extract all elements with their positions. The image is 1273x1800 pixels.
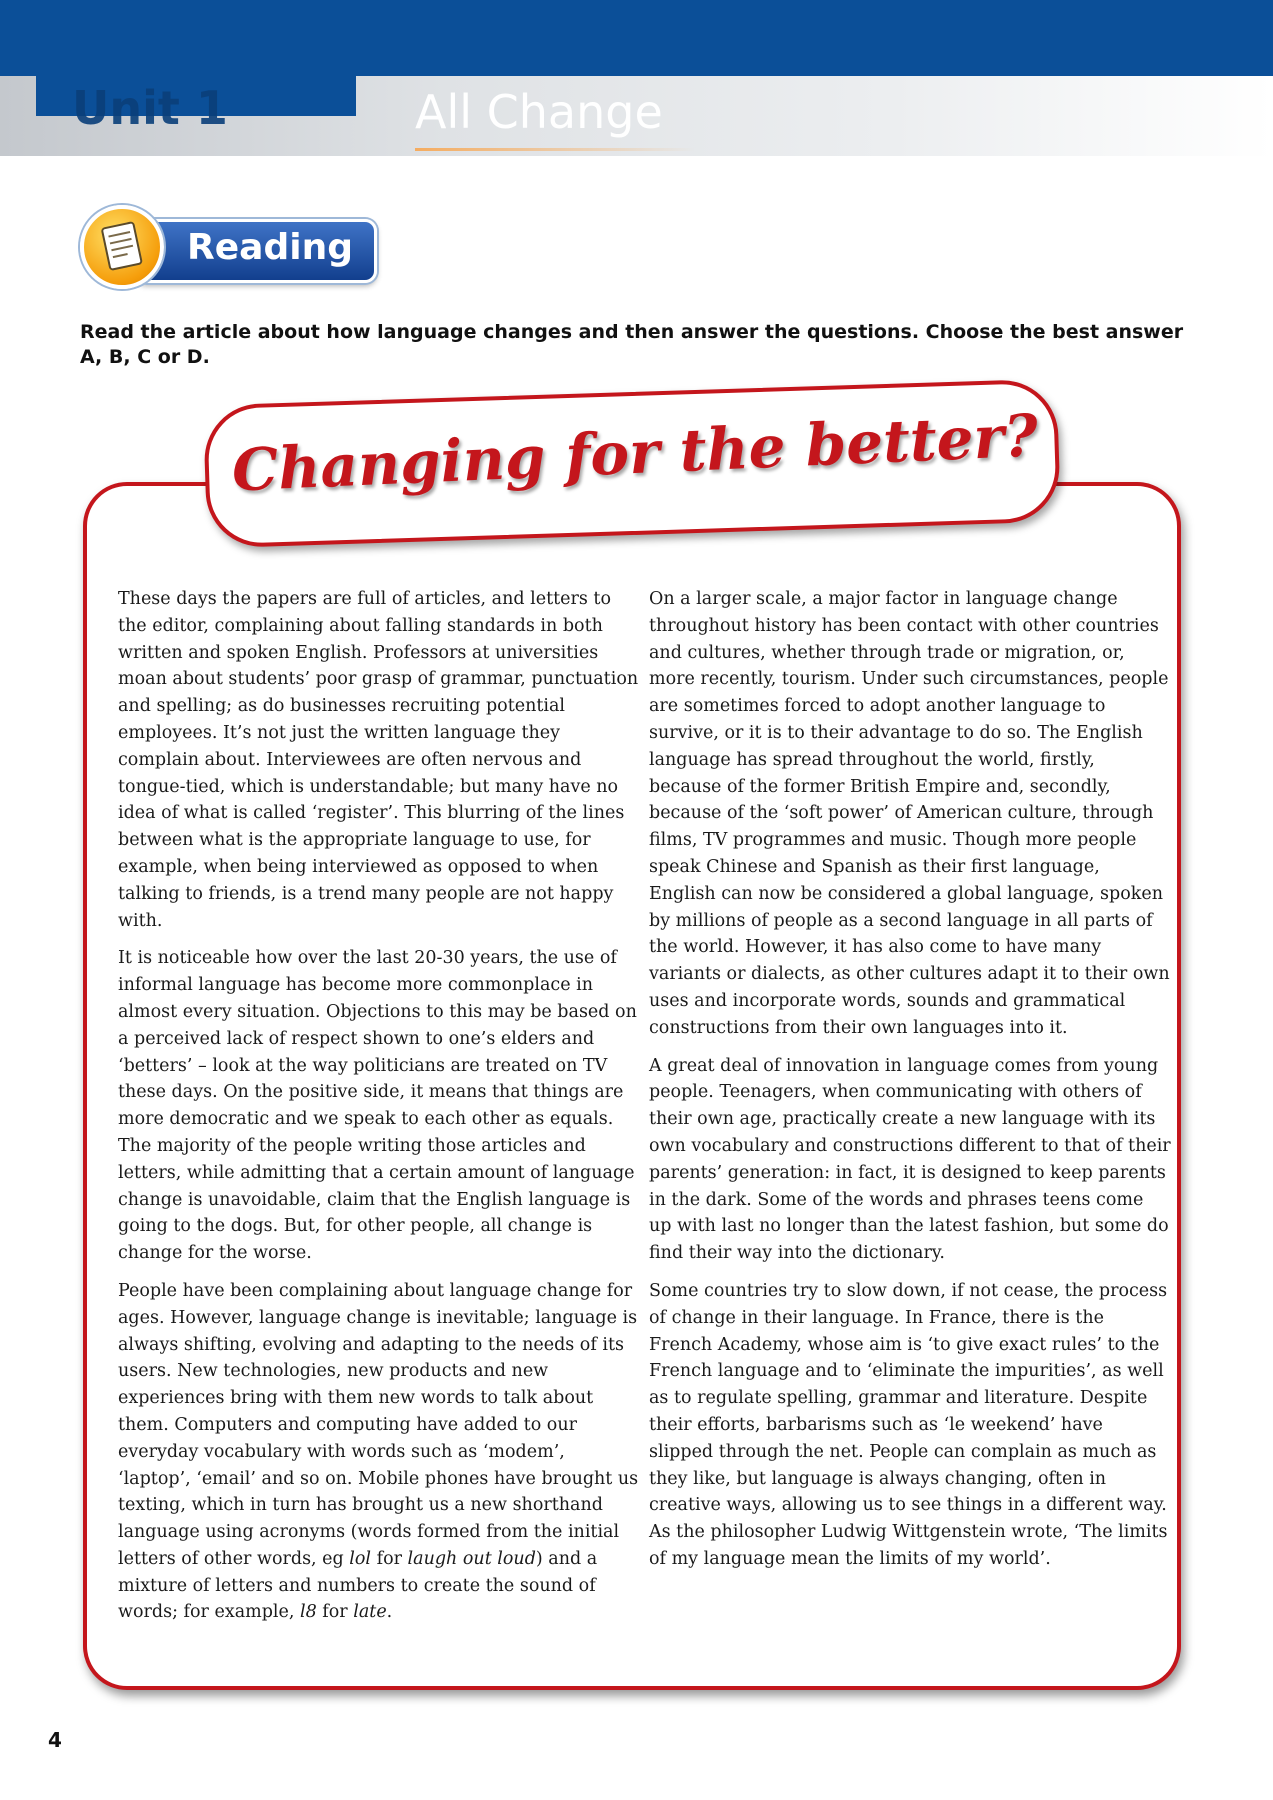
paragraph-text: for	[316, 1602, 354, 1623]
article-paragraph: It is noticeable how over the last 20-30 years, the use of informal language has become more commonplace in almost every situation. Objections to this may be based on a perceived lack of respect shown to one’s elders and ‘betters’ – look at the way politicians are treated on TV these days. On the positive side, it means that things are more democratic and we speak to each other as equals. The majority of the people writing those articles and letters, while admitting that a certain amount of language change is unavoidable, claim that the English language is going to the dogs. But, for other people, all change is change for the worse.	[118, 948, 637, 1264]
article-right-column	[649, 586, 1171, 1584]
unit-title: All Change	[415, 85, 663, 139]
section-label: Reading	[187, 227, 353, 268]
instruction-text: Read the article about how language changes and then answer the questions. Choose the best answer A, B, C or D.	[80, 321, 1184, 368]
paragraph-text: People have been complaining about language change for ages. However, language change is inevitable; language is always shifting, evolving and adapting to the needs of its users. New technologies, new products and new experiences bring with them new words to talk about them. Computers and computing have added to our everyday vocabulary with words such as ‘modem’, ‘laptop’, ‘email’ and so on. Mobile phones have brought us texting, which in turn has brought us a new shorthand language using acronyms (words formed from the initial letters of other words, eg	[118, 1280, 639, 1569]
article-paragraph: On a larger scale, a major factor in language change throughout history has been contact with other countries and cultures, whether through trade or migration, or, more recently, tourism. Under such circumstances, people are sometimes forced to adopt another language to survive, or it is to their advantage to do so. The English language has spread throughout the world, firstly, because of the former British Empire and, secondly, because of the ‘soft power’ of American culture, through films, TV programmes and music. Though more people speak Chinese and Spanish as their first language, English can now be considered a global language, spoken by millions of people as a second language in all parts of the world. However, it has also come to have many variants or dialects, as other cultures adapt it to their own uses and incorporate words, sounds and grammatical constructions from their own languages into it.	[649, 589, 1170, 1038]
paragraph-text: ) and a mixture of letters and numbers to create the sound of words; for example,	[118, 1548, 598, 1623]
paragraph-text: for	[371, 1548, 408, 1569]
article-title: Changing for the better?	[230, 401, 1040, 505]
page-number: 4	[48, 1728, 62, 1752]
article-paragraph: These days the papers are full of articles, and letters to the editor, complaining about falling standards in both written and spoken English. Professors at universities moan about students’ poor grasp of grammar, punctuation and spelling; as do businesses recruiting potential employees. It’s not just the written language they complain about. Interviewees are often nervous and tongue-tied, which is understandable; but many have no idea of what is called ‘register’. This blurring of the lines between what is the appropriate language to use, for example, when being interviewed as opposed to when talking to friends, is a trend many people are not happy with.	[118, 589, 639, 931]
example-meaning: late	[353, 1602, 387, 1623]
example-term: l8	[300, 1602, 317, 1623]
paragraph-text: .	[386, 1602, 393, 1623]
reading-circle	[80, 205, 164, 289]
document-icon	[84, 209, 160, 285]
article-paragraph: A great deal of innovation in language comes from young people. Teenagers, when communicating with others of their own age, practically create a new language with its own vocabulary and constructions different to that of their parents’ generation: in fact, it is designed to keep parents in the dark. Some of the words and phrases teens come up with last no longer than the latest fashion, but some do find their way into the dictionary.	[649, 1055, 1171, 1264]
title-underline	[415, 148, 695, 151]
example-term: lol	[349, 1548, 372, 1569]
article-left-column	[118, 586, 640, 1637]
reading-section-badge	[80, 205, 376, 289]
top-banner	[0, 0, 1273, 78]
example-meaning: laugh out loud	[407, 1548, 536, 1569]
unit-label: Unit 1	[72, 81, 228, 135]
article-paragraph	[118, 1278, 640, 1626]
article-paragraph: Some countries try to slow down, if not cease, the process of change in their language. In France, there is the French Academy, whose aim is ‘to give exact rules’ to the French language and to ‘eliminate the impurities’, as well as to regulate spelling, grammar and literature. Despite their efforts, barbarisms such as ‘le weekend’ have slipped through the net. People can complain as much as they like, but language is always changing, often in creative ways, allowing us to see things in a different way. As the philosopher Ludwig Wittgenstein wrote, ‘The limits of my language mean the limits of my world’.	[649, 1280, 1168, 1569]
